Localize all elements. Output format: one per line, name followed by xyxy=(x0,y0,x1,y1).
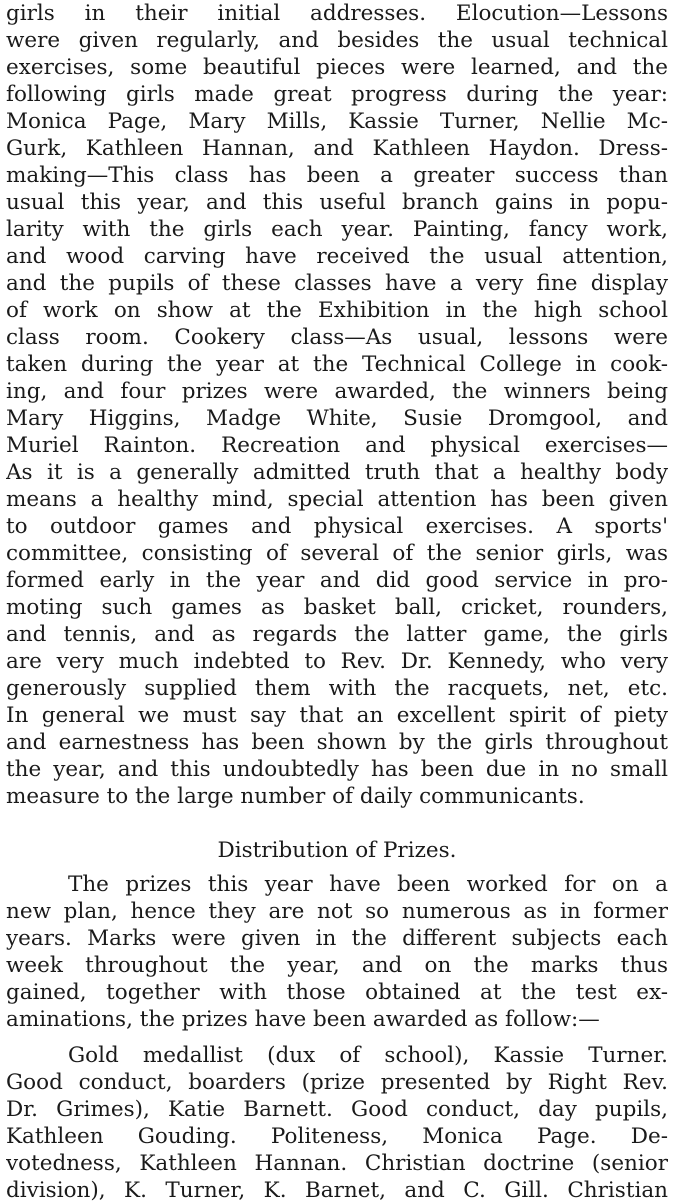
text-line: to outdoor games and physical exercises. A sports' xyxy=(6,514,668,539)
text-line: In general we must say that an excellent spirit of piety xyxy=(6,703,668,728)
text-line: Gurk, Kathleen Hannan, and Kathleen Haydon. Dress- xyxy=(6,136,668,161)
text-line: are very much indebted to Rev. Dr. Kennedy, who very xyxy=(6,649,668,674)
text-line: generously supplied them with the racquets, net, etc. xyxy=(6,676,668,701)
text-line: The prizes this year have been worked for on a xyxy=(68,872,668,897)
text-line: and tennis, and as regards the latter game, the girls xyxy=(6,622,668,647)
text-line: new plan, hence they are not so numerous as in former xyxy=(6,899,668,924)
text-line: Mary Higgins, Madge White, Susie Dromgool, and xyxy=(6,406,668,431)
text-line: Kathleen Gouding. Politeness, Monica Page. De- xyxy=(6,1124,668,1149)
text-line: means a healthy mind, special attention has been given xyxy=(6,487,668,512)
text-line: committee, consisting of several of the senior girls, was xyxy=(6,541,668,566)
text-line: taken during the year at the Technical College in cook- xyxy=(6,352,668,377)
text-line: following girls made great progress during the year: xyxy=(6,82,668,107)
text-line: years. Marks were given in the different subjects each xyxy=(6,926,668,951)
text-line: and the pupils of these classes have a very fine display xyxy=(6,271,668,296)
text-line: usual this year, and this useful branch gains in popu- xyxy=(6,190,668,215)
text-line: Monica Page, Mary Mills, Kassie Turner, Nellie Mc- xyxy=(6,109,668,134)
text-line: division), K. Turner, K. Barnet, and C. Gill. Christian xyxy=(6,1178,668,1203)
text-line: formed early in the year and did good service in pro- xyxy=(6,568,668,593)
text-line: Dr. Grimes), Katie Barnett. Good conduct, day pupils, xyxy=(6,1097,668,1122)
text-line: the year, and this undoubtedly has been due in no small xyxy=(6,757,668,782)
text-line: Good conduct, boarders (prize presented by Right Rev. xyxy=(6,1070,668,1095)
text-line: As it is a generally admitted truth that a healthy body xyxy=(6,460,668,485)
text-line: measure to the large number of daily communicants. xyxy=(6,784,585,809)
text-line: girls in their initial addresses. Elocution—Lessons xyxy=(6,1,668,26)
text-line: and earnestness has been shown by the girls throughout xyxy=(6,730,668,755)
text-line: Gold medallist (dux of school), Kassie Turner. xyxy=(68,1043,668,1068)
text-line: class room. Cookery class—As usual, lessons were xyxy=(6,325,668,350)
text-line: aminations, the prizes have been awarded as follow:— xyxy=(6,1007,600,1032)
text-line: ing, and four prizes were awarded, the winners being xyxy=(6,379,668,404)
text-line: larity with the girls each year. Painting, fancy work, xyxy=(6,217,668,242)
text-line: of work on show at the Exhibition in the high school xyxy=(6,298,668,323)
text-line: exercises, some beautiful pieces were learned, and the xyxy=(6,55,668,80)
text-line: week throughout the year, and on the marks thus xyxy=(6,953,668,978)
text-line: moting such games as basket ball, cricket, rounders, xyxy=(6,595,668,620)
text-line: gained, together with those obtained at the test ex- xyxy=(6,980,668,1005)
text-line: Muriel Rainton. Recreation and physical exercises— xyxy=(6,433,668,458)
text-line: votedness, Kathleen Hannan. Christian doctrine (senior xyxy=(6,1151,668,1176)
text-line: making—This class has been a greater success than xyxy=(6,163,668,188)
text-line: and wood carving have received the usual attention, xyxy=(6,244,668,269)
text-line: were given regularly, and besides the usual technical xyxy=(6,28,668,53)
section-heading: Distribution of Prizes. xyxy=(217,838,457,863)
